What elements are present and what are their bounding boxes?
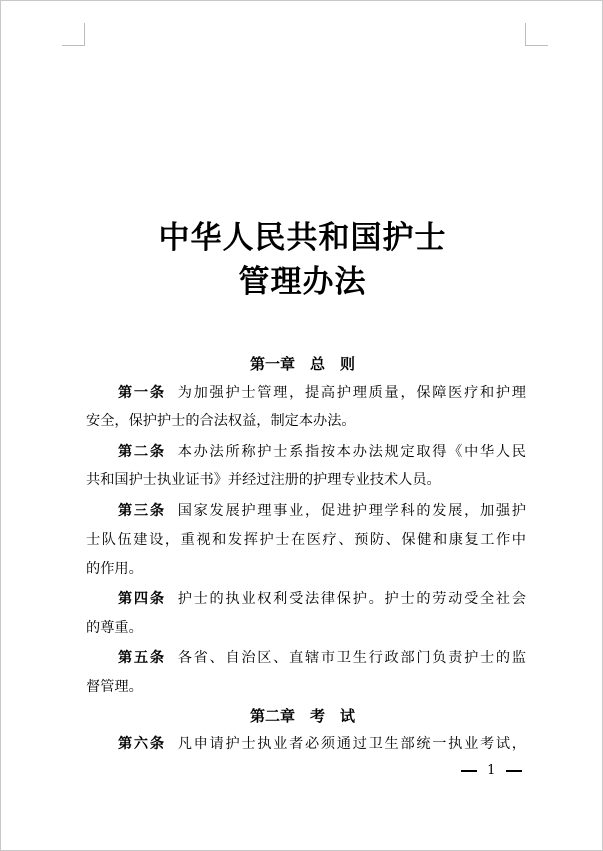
- document-title-line-1: 中华人民共和国护士: [158, 220, 447, 256]
- article-3-label: 第三条: [118, 503, 166, 519]
- article-6-line-1: [118, 734, 526, 754]
- article-1-line-2: 安全，保护护士的合法权益，制定本办法。: [86, 413, 356, 429]
- chapter-1-heading: 第一章 总 则: [249, 355, 355, 373]
- article-1-text-1: 为加强护士管理，提高护理质量，保障医疗和护理: [177, 385, 526, 401]
- chapter-2-heading: 第二章 考 试: [249, 707, 355, 725]
- article-1-line-1: [118, 383, 526, 403]
- article-3-text-1: 国家发展护理事业，促进护理学科的发展，加强护: [177, 503, 526, 519]
- page-number-dash-right: [506, 770, 522, 772]
- article-2-label: 第二条: [118, 444, 166, 460]
- article-5-label: 第五条: [118, 650, 166, 666]
- page-number-dash-left: [461, 770, 477, 772]
- page-number: 1: [487, 763, 496, 778]
- crop-mark-top-left: [62, 23, 85, 46]
- article-3-line-2: 士队伍建设，重视和发挥护士在医疗、预防、保健和康复工作中: [86, 532, 526, 548]
- article-4-text-1: 护士的执业权利受法律保护。护士的劳动受全社会: [177, 591, 526, 607]
- article-1-label: 第一条: [118, 385, 166, 401]
- article-2-line-2: 共和国护士执业证书》并经过注册的护理专业技术人员。: [86, 472, 441, 488]
- page-number-footer: [461, 763, 522, 779]
- article-3-line-3: 的作用。: [86, 561, 143, 577]
- document-title-line-2: 管理办法: [238, 264, 367, 300]
- article-4-line-2: 的尊重。: [86, 620, 143, 636]
- article-2-line-1: [118, 442, 526, 462]
- article-3-line-1: [118, 501, 526, 521]
- crop-mark-top-right: [525, 23, 548, 46]
- article-4-label: 第四条: [118, 591, 166, 607]
- article-5-line-2: 督管理。: [86, 679, 143, 695]
- article-5-text-1: 各省、自治区、直辖市卫生行政部门负责护士的监: [177, 650, 526, 666]
- article-5-line-1: [118, 648, 526, 668]
- article-6-text-1: 凡申请护士执业者必须通过卫生部统一执业考试，: [177, 736, 526, 752]
- article-4-line-1: [118, 589, 526, 609]
- article-2-text-1: 本办法所称护士系指按本办法规定取得《中华人民: [177, 444, 526, 460]
- article-6-label: 第六条: [118, 736, 166, 752]
